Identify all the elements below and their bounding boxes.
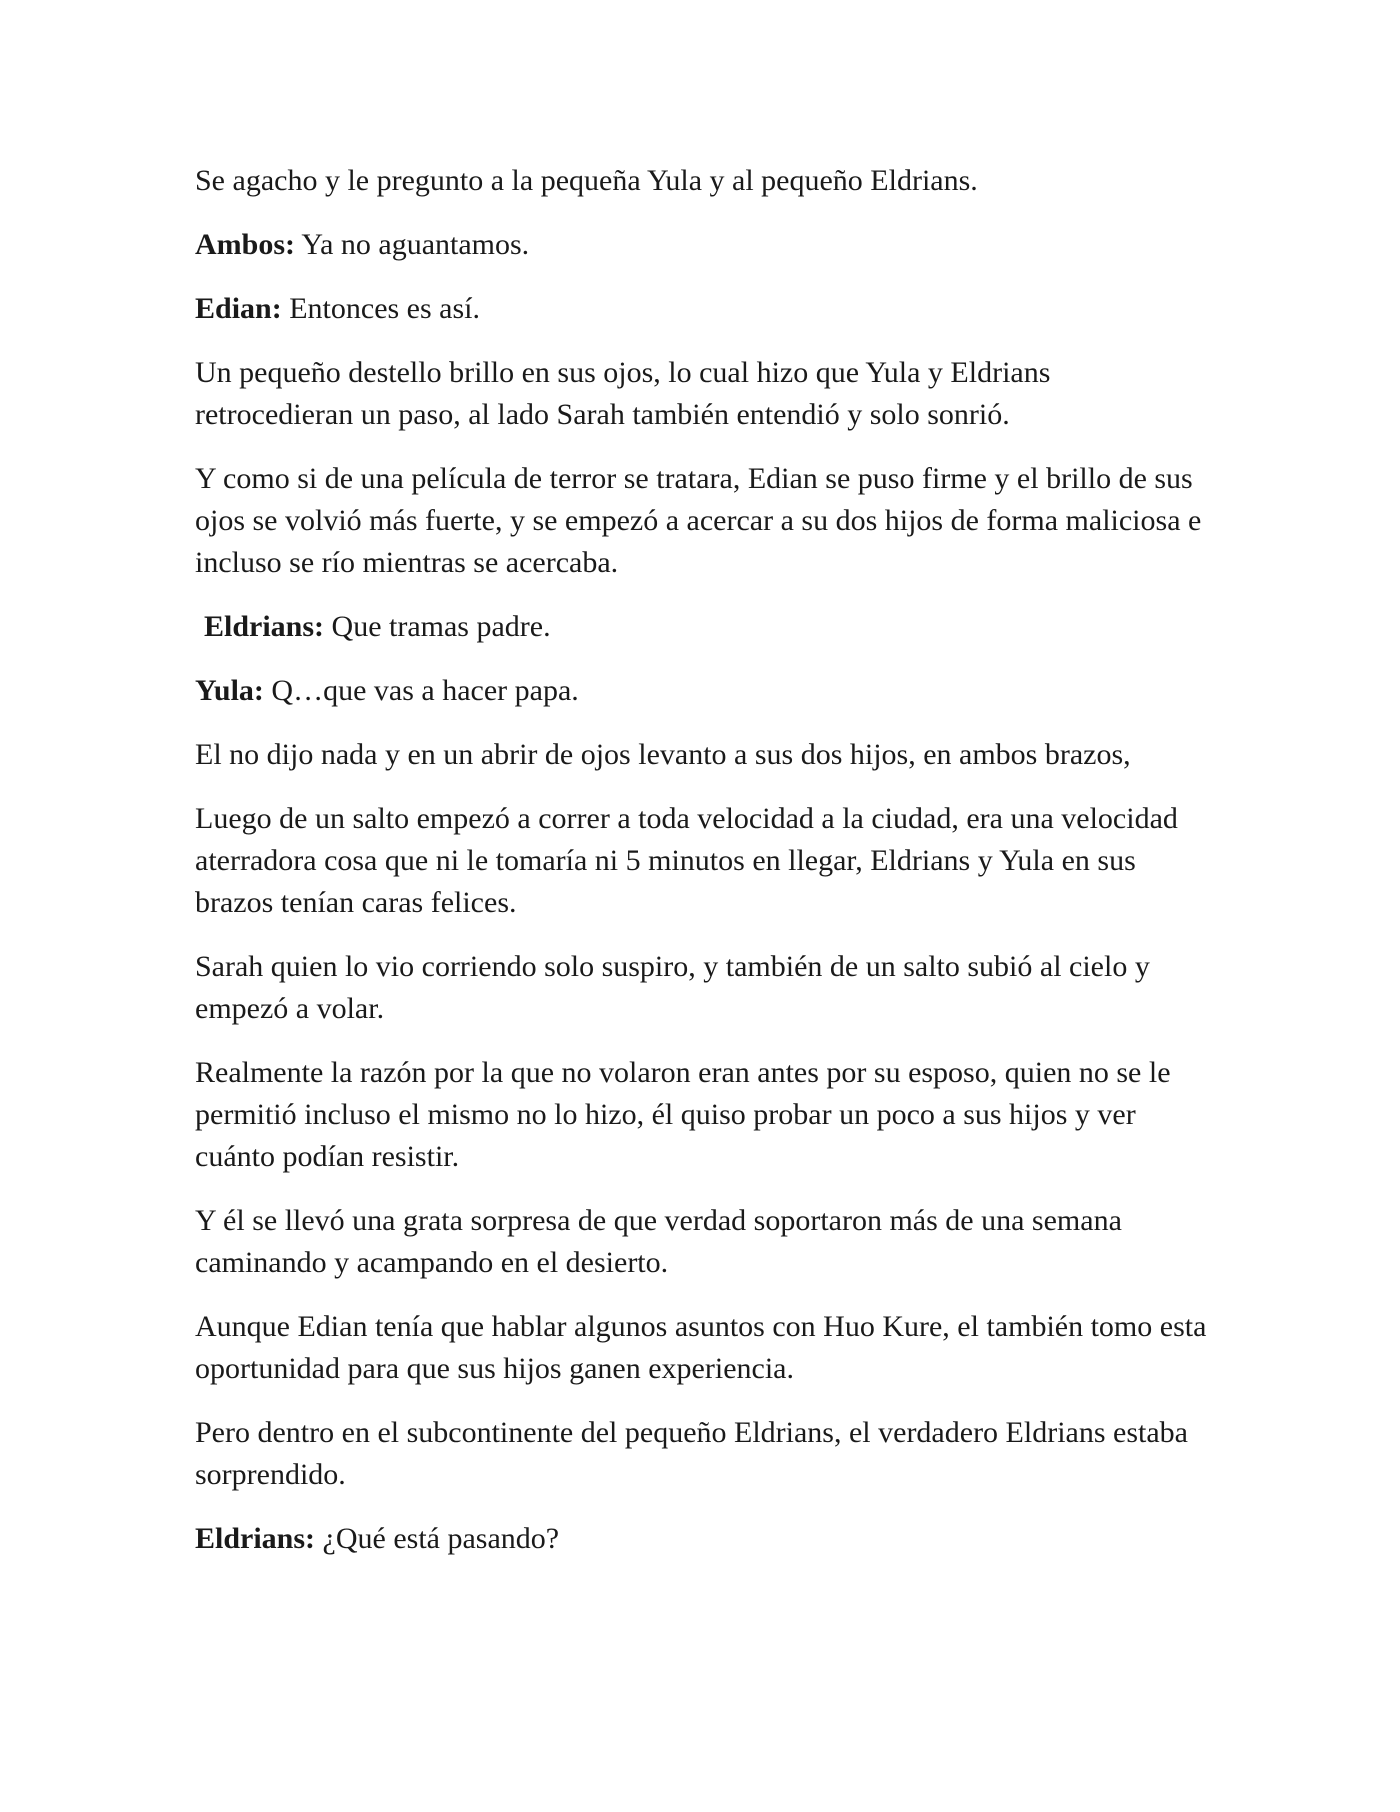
- document-body: [195, 160, 1215, 1582]
- narration-paragraph: [195, 160, 1215, 202]
- dialogue-line-edian: [195, 288, 1215, 330]
- paragraph-text: Pero dentro en el subcontinente del pequeño Eldrians, el verdadero Eldrians estaba sorprendido.: [195, 1416, 1188, 1491]
- paragraph-text: Luego de un salto empezó a correr a toda velocidad a la ciudad, era una velocidad aterradora cosa que ni le tomaría ni 5 minutos en llegar, Eldrians y Yula en sus brazos tenían caras felices.: [195, 802, 1178, 919]
- narration-paragraph: [195, 1200, 1215, 1284]
- paragraph-text: Se agacho y le pregunto a la pequeña Yula y al pequeño Eldrians.: [195, 164, 978, 197]
- dialogue-line-yula: [195, 670, 1215, 712]
- narration-paragraph: [195, 352, 1215, 436]
- dialogue-line-eldrians: [195, 1518, 1215, 1560]
- speaker-label: Eldrians:: [195, 1522, 316, 1555]
- paragraph-text: Y como si de una película de terror se tratara, Edian se puso firme y el brillo de sus ojos se volvió más fuerte, y se empezó a acercar a su dos hijos de forma maliciosa e incluso se río mientras se acercaba.: [195, 462, 1202, 579]
- speaker-label: Edian:: [195, 292, 282, 325]
- narration-paragraph: [195, 734, 1215, 776]
- narration-paragraph: [195, 946, 1215, 1030]
- narration-paragraph: [195, 1412, 1215, 1496]
- speaker-label: Ambos:: [195, 228, 296, 261]
- paragraph-text: Y él se llevó una grata sorpresa de que verdad soportaron más de una semana caminando y acampando en el desierto.: [195, 1204, 1122, 1279]
- narration-paragraph: [195, 798, 1215, 924]
- narration-paragraph: [195, 1306, 1215, 1390]
- dialogue-text: Que tramas padre.: [324, 610, 551, 643]
- paragraph-text: Realmente la razón por la que no volaron eran antes por su esposo, quien no se le permitió incluso el mismo no lo hizo, él quiso probar un poco a sus hijos y ver cuánto podían resistir.: [195, 1056, 1171, 1173]
- dialogue-text: Q…que vas a hacer papa.: [263, 674, 579, 707]
- dialogue-line-eldrians: [195, 606, 1215, 648]
- speaker-label: Eldrians:: [204, 610, 325, 643]
- dialogue-text: Entonces es así.: [281, 292, 480, 325]
- speaker-label: Yula:: [195, 674, 264, 707]
- dialogue-line-ambos: [195, 224, 1215, 266]
- paragraph-text: Sarah quien lo vio corriendo solo suspiro, y también de un salto subió al cielo y empezó a volar.: [195, 950, 1150, 1025]
- narration-paragraph: [195, 458, 1215, 584]
- narration-paragraph: [195, 1052, 1215, 1178]
- dialogue-text: ¿Qué está pasando?: [315, 1522, 560, 1555]
- paragraph-text: El no dijo nada y en un abrir de ojos levanto a sus dos hijos, en ambos brazos,: [195, 738, 1131, 771]
- dialogue-text: Ya no aguantamos.: [295, 228, 530, 261]
- paragraph-text: Aunque Edian tenía que hablar algunos asuntos con Huo Kure, el también tomo esta oportunidad para que sus hijos ganen experiencia.: [195, 1310, 1207, 1385]
- paragraph-text: Un pequeño destello brillo en sus ojos, lo cual hizo que Yula y Eldrians retrocedieran un paso, al lado Sarah también entendió y solo sonrió.: [195, 356, 1051, 431]
